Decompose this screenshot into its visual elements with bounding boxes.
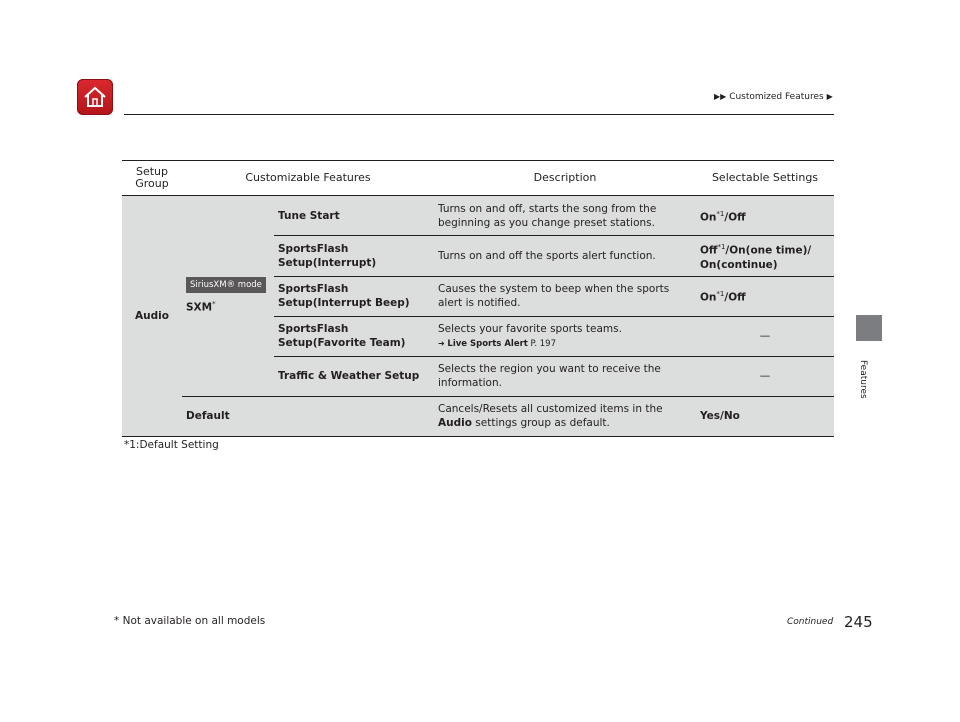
feature-cell: SportsFlash Setup(Interrupt Beep) <box>274 276 434 316</box>
availability-note: * Not available on all models <box>114 615 266 627</box>
setup-group-cell: Audio <box>122 196 182 437</box>
description-cell: Selects the region you want to receive the information. <box>434 356 696 396</box>
table-row <box>122 396 834 436</box>
settings-cell: Yes/No <box>696 396 834 436</box>
settings-table <box>122 160 834 437</box>
page-number: 245 <box>844 613 873 631</box>
header-selectable-settings: Selectable Settings <box>696 161 834 196</box>
page-reference-link[interactable]: ➜ Live Sports Alert P. 197 <box>438 338 556 349</box>
settings-cell: On$^{*1}$/Off <box>696 196 834 236</box>
description-cell: Turns on and off the sports alert function. <box>434 236 696 277</box>
reference-arrow-icon: ➜ <box>438 338 445 348</box>
description-cell: Cancels/Resets all customized items in the Audio settings group as default. <box>434 396 696 436</box>
source-cell: SiriusXM® mode SXM* <box>182 196 274 397</box>
settings-cell: — <box>696 316 834 356</box>
table-row <box>122 196 834 236</box>
table-header-row <box>122 161 834 196</box>
header-setup-group: Setup Group <box>122 161 182 196</box>
header-customizable-features: Customizable Features <box>182 161 434 196</box>
mode-badge: SiriusXM® mode <box>186 277 266 293</box>
feature-cell: Tune Start <box>274 196 434 236</box>
chevron-right-icon: ▶▶ <box>714 92 727 101</box>
feature-cell: Traffic & Weather Setup <box>274 356 434 396</box>
feature-cell: SportsFlash Setup(Favorite Team) <box>274 316 434 356</box>
feature-cell: SportsFlash Setup(Interrupt) <box>274 236 434 277</box>
breadcrumb-label: Customized Features <box>729 92 824 102</box>
header-description: Description <box>434 161 696 196</box>
settings-cell: — <box>696 356 834 396</box>
settings-cell: On$^{*1}$/Off <box>696 276 834 316</box>
settings-cell: Off$^{*1}$/On(one time)/ On(continue) <box>696 236 834 277</box>
breadcrumb[interactable] <box>714 92 833 102</box>
section-tab <box>856 315 882 341</box>
source-label: SXM <box>186 301 213 314</box>
chevron-right-icon: ▶ <box>826 92 833 101</box>
home-icon <box>82 84 108 110</box>
footnote: *1:Default Setting <box>124 439 219 451</box>
home-button[interactable] <box>77 79 113 115</box>
section-label: Features <box>858 360 868 399</box>
description-cell: Causes the system to beep when the sports alert is notified. <box>434 276 696 316</box>
description-cell: Selects your favorite sports teams. ➜ Live Sports Alert P. 197 <box>434 316 696 356</box>
feature-cell: Default <box>182 396 434 436</box>
header-divider <box>124 114 834 115</box>
description-cell: Turns on and off, starts the song from the beginning as you change preset stations. <box>434 196 696 236</box>
continued-label: Continued <box>787 617 834 627</box>
